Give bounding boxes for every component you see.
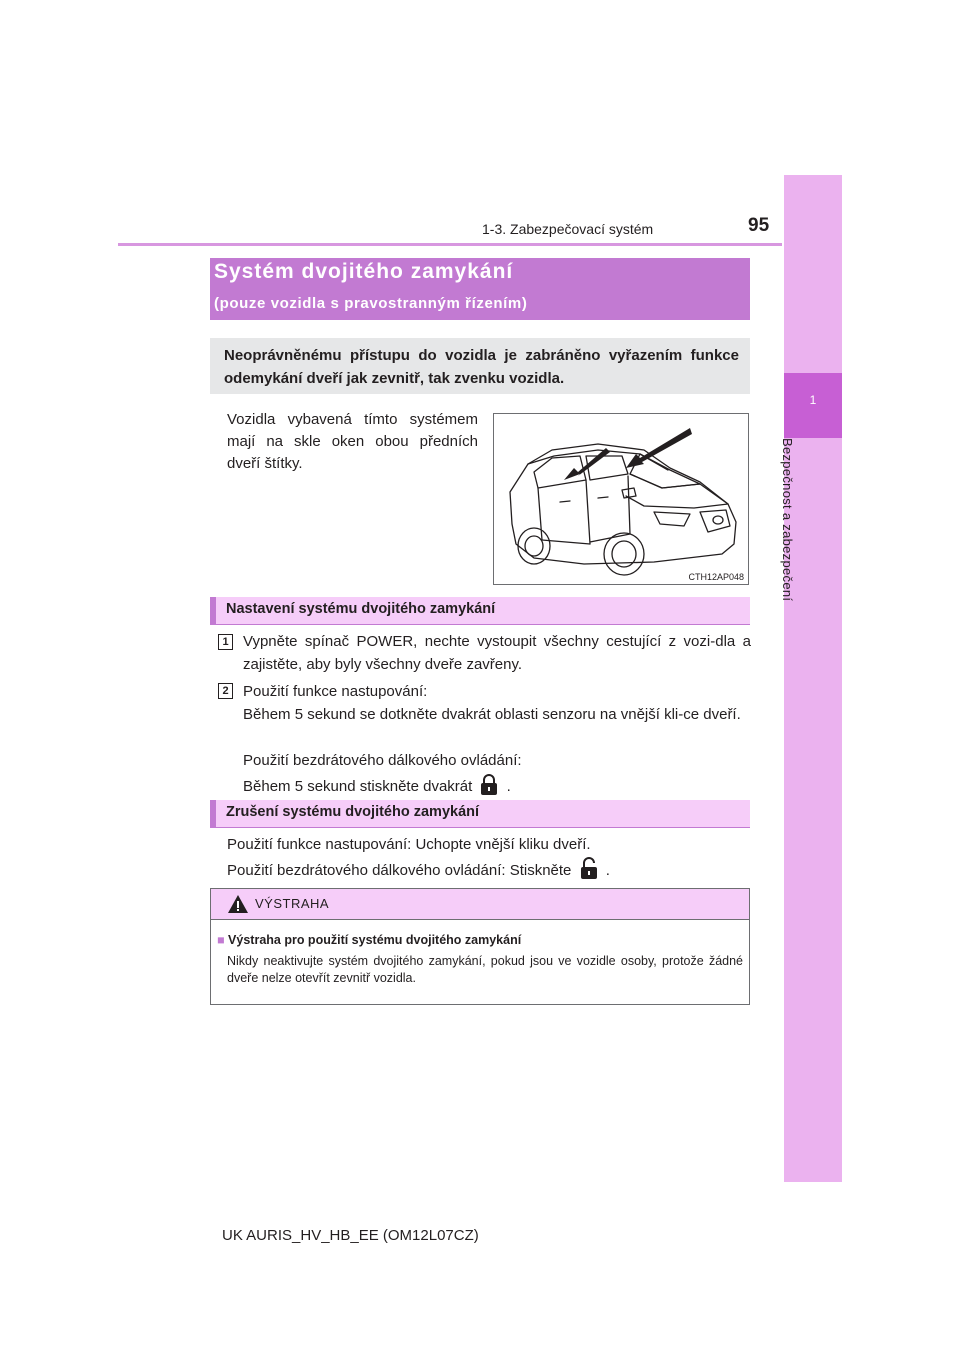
figure-code: CTH12AP048 [688, 572, 744, 582]
warning-header [211, 889, 749, 920]
warning-title [217, 933, 521, 947]
step-1-text: Vypněte spínač POWER, nechte vystoupit všechny cestující z vozi-dla a zajistěte, aby byly všechny dveře zavřeny. [243, 633, 751, 673]
setting-heading-text: Nastavení systému dvojitého zamykání [226, 601, 496, 617]
section-reference: 1-3. Zabezpečovací systém [482, 221, 654, 237]
step-2-line-4-text: Během 5 sekund stiskněte dvakrát [243, 778, 473, 795]
intro-box [210, 338, 750, 394]
page-number: 95 [748, 215, 770, 236]
body-paragraph: Vozidla vybavená tímto systémem mají na skle oken obou předních dveří štítky. [227, 411, 478, 472]
step-2-line-3: Použití bezdrátového dálkového ovládání: [243, 752, 522, 769]
cancel-line-2-text: Použití bezdrátového dálkového ovládání: Stiskněte [227, 862, 572, 879]
page-subtitle: (pouze vozidla s pravostranným řízením) [214, 295, 528, 312]
cancel-section-heading [210, 800, 750, 828]
car-drawing [494, 414, 748, 584]
step-2-line-4-end: . [506, 778, 511, 795]
chapter-label-text: Bezpečnost a zabezpečení [780, 438, 795, 602]
header-rule [118, 243, 782, 246]
step-2-line-4 [243, 772, 511, 803]
cancel-line-2 [227, 856, 610, 887]
side-strip [784, 175, 842, 1182]
footer-model-code: UK AURIS_HV_HB_EE (OM12L07CZ) [222, 1227, 479, 1244]
square-bullet-icon: ■ [217, 933, 225, 947]
warning-triangle-icon [227, 894, 249, 914]
warning-title-text: Výstraha pro použití systému dvojitého zamykání [228, 933, 522, 947]
step-2-badge: 2 [218, 683, 233, 699]
warning-label: VÝSTRAHA [255, 896, 330, 911]
car-illustration [493, 413, 749, 585]
step-1-badge: 1 [218, 634, 233, 650]
chapter-label [780, 438, 822, 668]
warning-box [210, 888, 750, 1005]
unlock-icon [576, 856, 602, 887]
step-2-line-1: Použití funkce nastupování: [243, 683, 428, 700]
chapter-number: 1 [809, 393, 817, 407]
intro-text: Neoprávněnému přístupu do vozidla je zabráněno vyřazením funkce odemykání dveří jak zevnitř, tak zvenku vozidla. [224, 347, 739, 387]
cancel-line-1: Použití funkce nastupování: Uchopte vnější kliku dveří. [227, 836, 591, 853]
page-title: Systém dvojitého zamykání [214, 260, 514, 283]
warning-text: Nikdy neaktivujte systém dvojitého zamykání, pokud jsou ve vozidle osoby, protože žádné dveře nelze otevřít zevnitř vozidla. [227, 954, 743, 985]
lock-icon [476, 772, 502, 803]
chapter-tab [784, 373, 842, 438]
cancel-line-2-end: . [605, 862, 610, 879]
cancel-heading-text: Zrušení systému dvojitého zamykání [226, 804, 480, 820]
setting-section-heading [210, 597, 750, 625]
step-2-line-2: Během 5 sekund se dotkněte dvakrát oblasti senzoru na vnější kli-ce dveří. [243, 706, 741, 723]
